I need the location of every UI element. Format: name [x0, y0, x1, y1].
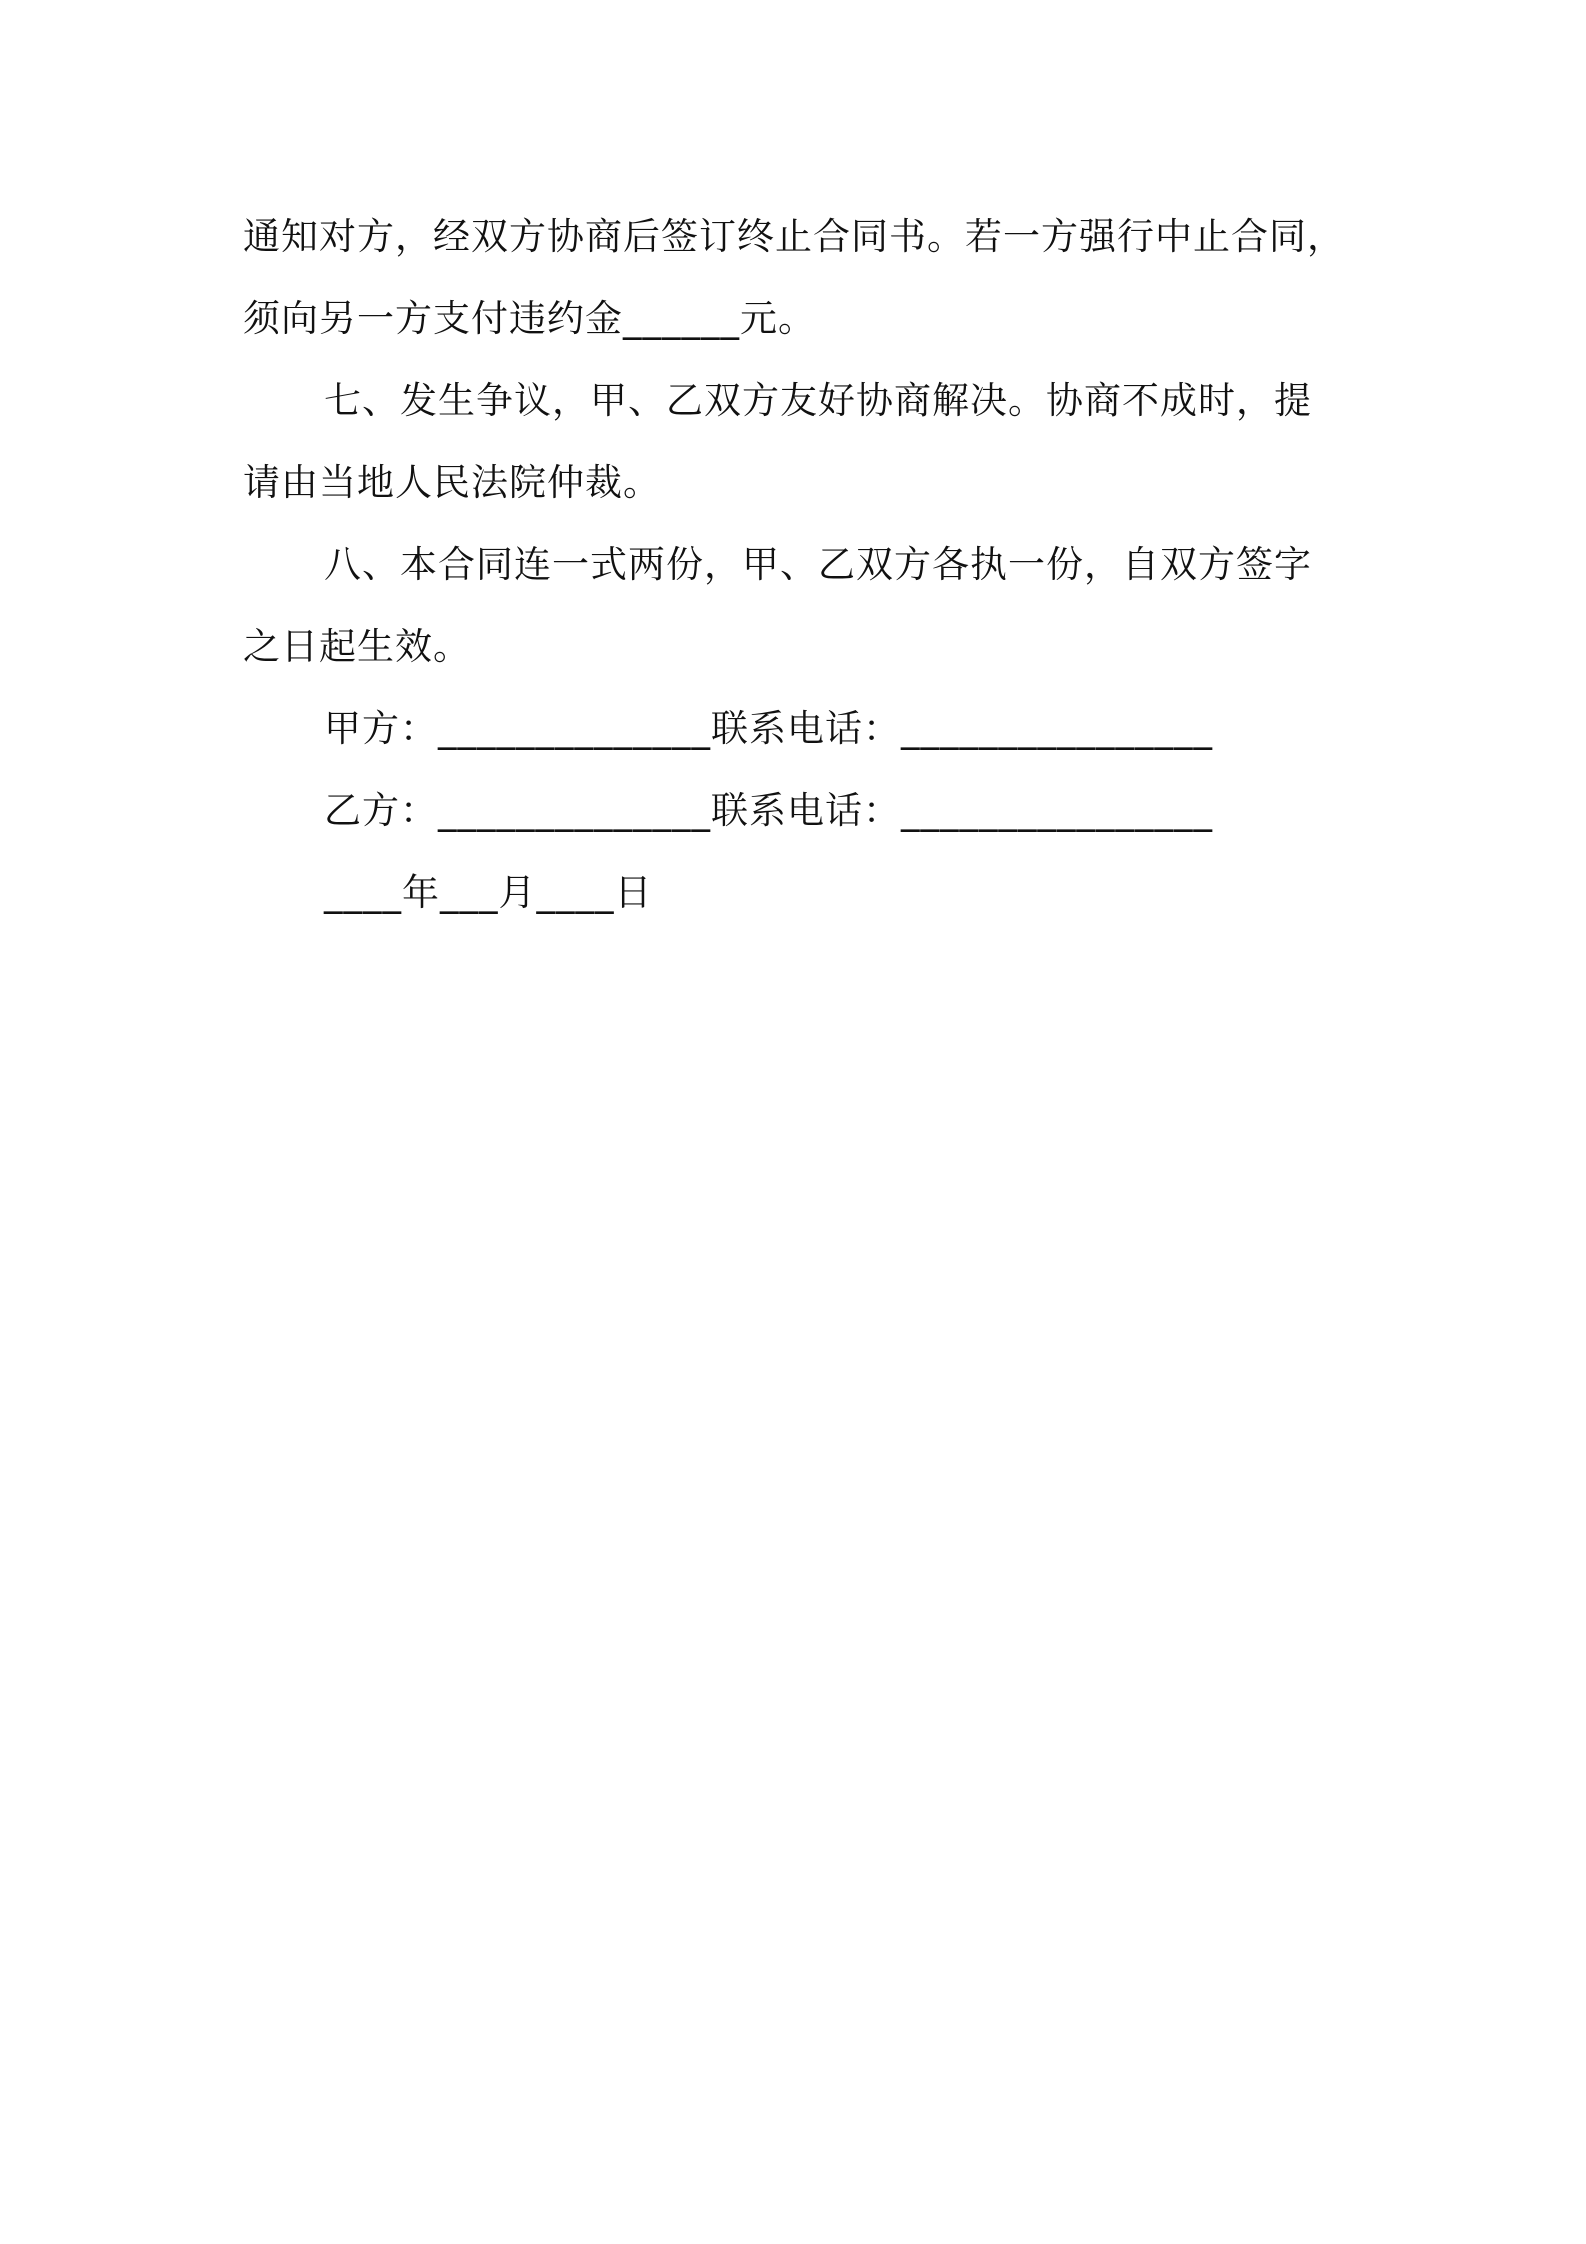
clause-seven-line: 请由当地人民法院仲裁。: [243, 461, 661, 504]
party-b-signature-line: 乙方：______________联系电话：________________: [324, 789, 1213, 832]
text-line: 须向另一方支付违约金______元。: [243, 297, 816, 340]
clause-eight-line: 八、本合同连一式两份，甲、乙双方各执一份，自双方签字: [324, 543, 1312, 586]
clause-eight-line: 之日起生效。: [243, 625, 471, 668]
clause-seven-line: 七、发生争议，甲、乙双方友好协商解决。协商不成时，提: [324, 379, 1312, 422]
document-body: [243, 196, 1358, 934]
date-line: ____年___月____日: [324, 871, 653, 914]
text-line: 通知对方，经双方协商后签订终止合同书。若一方强行中止合同，: [243, 215, 1345, 258]
party-a-signature-line: 甲方：______________联系电话：________________: [324, 707, 1213, 750]
signature-block: [243, 688, 1358, 934]
